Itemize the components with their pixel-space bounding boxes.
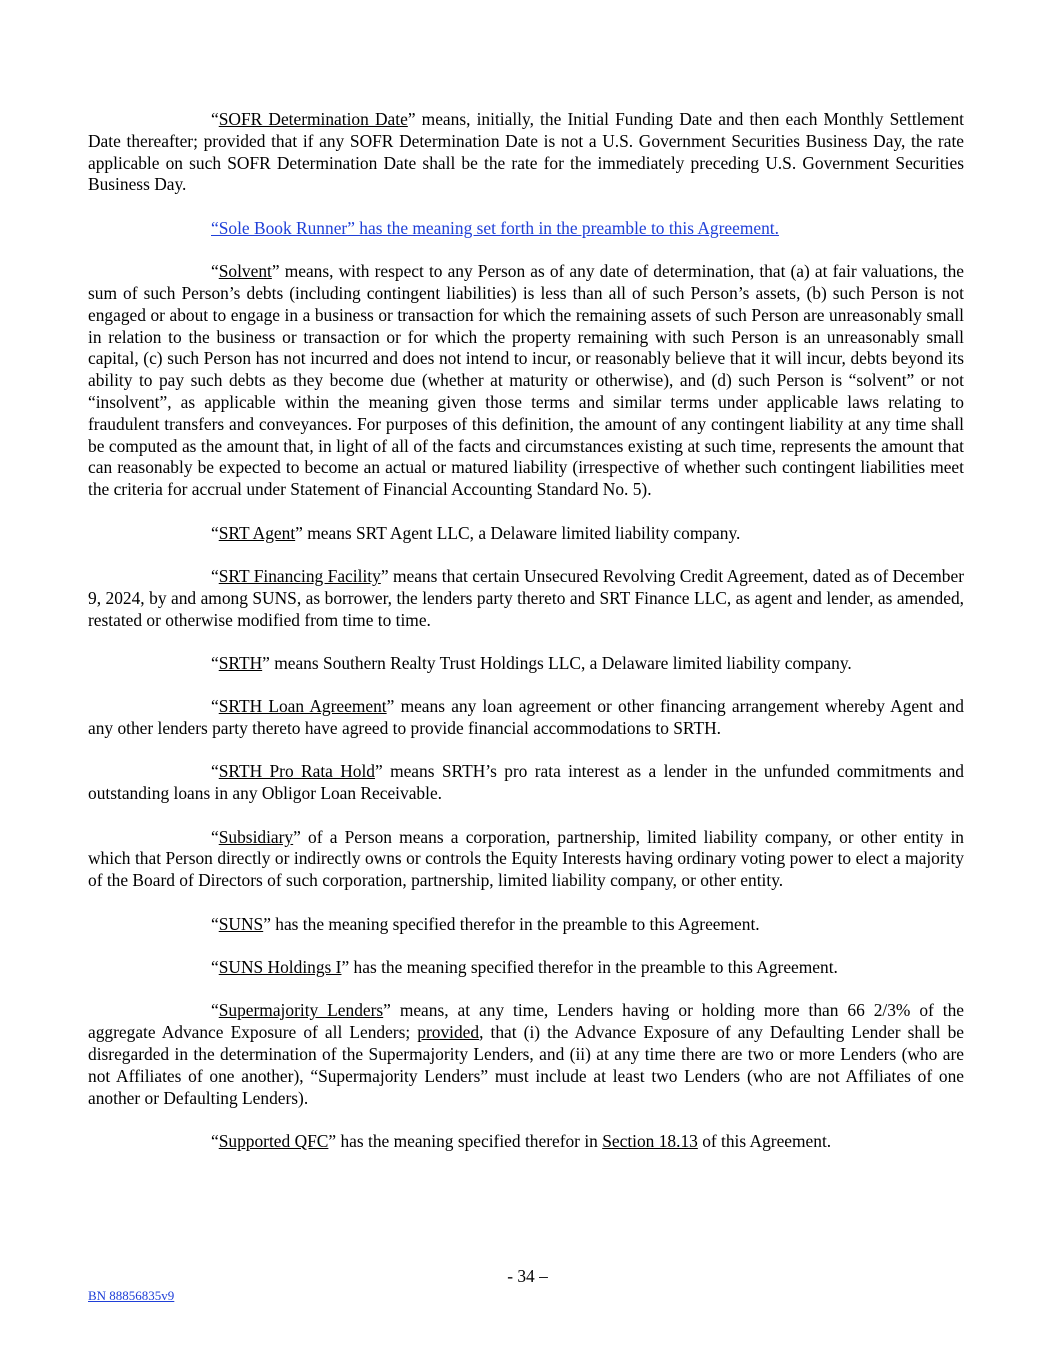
- definition-srt-agent: “SRT Agent” means SRT Agent LLC, a Delaware limited liability company.: [211, 522, 741, 543]
- definition-supermajority-lenders: “Supermajority Lenders” means, at any time, Lenders having or holding more than 66 2/3% of the aggregate Advance Exposure of all Lenders; provided, that (i) the Advance Exposure of any Defaulting Lender shall be disregarded in the determination of the Supermajority Lenders, and (ii) at any time there are two or more Lenders (who are not Affiliates of one another), “Supermajority Lenders” must include at least two Lenders (who are not Affiliates of one another or Defaulting Lenders).: [88, 1000, 964, 1108]
- inserted-text-link[interactable]: “Sole Book Runner” has the meaning set forth in the preamble to this Agreement.: [211, 217, 779, 238]
- defined-term: SRTH: [218, 652, 263, 673]
- defined-term: Supported QFC: [218, 1131, 329, 1152]
- definition-supported-qfc: “Supported QFC” has the meaning specified therefor in Section 18.13 of this Agreement.: [211, 1131, 832, 1152]
- defined-term: SUNS Holdings I: [218, 957, 342, 978]
- defined-term: SOFR Determination Date: [218, 109, 408, 129]
- document-id-link[interactable]: BN 88856835v9: [88, 1288, 175, 1303]
- definition-srth-pro-rata-hold: “SRTH Pro Rata Hold” means SRTH’s pro rata interest as a lender in the unfunded commitments and outstanding loans in any Obligor Loan Receivable.: [88, 761, 964, 804]
- defined-term: Subsidiary: [218, 826, 294, 847]
- definition-srt-financing-facility: “SRT Financing Facility” means that certain Unsecured Revolving Credit Agreement, dated as of December 9, 2024, by and among SUNS, as borrower, the lenders party thereto and SRT Finance LLC, as agent and lender, as amended, restated or otherwise modified from time to time.: [88, 565, 964, 630]
- page-number: - 34 –: [507, 1266, 548, 1286]
- defined-term: SRT Financing Facility: [218, 565, 381, 586]
- defined-term: Supermajority Lenders: [218, 1000, 384, 1021]
- document-body: [88, 109, 964, 1174]
- defined-term: SRTH Pro Rata Hold: [218, 761, 375, 782]
- definition-srth: “SRTH” means Southern Realty Trust Holdings LLC, a Delaware limited liability company.: [211, 652, 852, 673]
- defined-term: Solvent: [218, 261, 272, 282]
- section-reference: Section 18.13: [602, 1131, 698, 1152]
- definition-sofr-determination-date: “SOFR Determination Date” means, initially, the Initial Funding Date and then each Monthly Settlement Date thereafter; provided that if any SOFR Determination Date is not a U.S. Government Securities Business Day, the rate applicable on such SOFR Determination Date shall be the rate for the immediately preceding U.S. Government Securities Business Day.: [88, 109, 964, 195]
- defined-term: SUNS: [218, 913, 264, 934]
- definition-suns: “SUNS” has the meaning specified therefor in the preamble to this Agreement.: [211, 913, 760, 934]
- defined-term: SRTH Loan Agreement: [218, 696, 387, 717]
- underlined-proviso: provided: [417, 1022, 480, 1043]
- definition-solvent: “Solvent” means, with respect to any Person as of any date of determination, that (a) at fair valuations, the sum of such Person’s debts (including contingent liabilities) is less than all of such Person’s assets, (b) such Person is not engaged or about to engage in a business or transaction for which the remaining assets of such Person are unreasonably small in relation to the business or transaction or for which the property remaining with such Person is an unreasonably small capital, (c) such Person has not incurred and does not intend to incur, or reasonably believe that it will incur, debts beyond its ability to pay such debts as they become due (whether at maturity or otherwise), and (d) such Person is “solvent” or not “insolvent”, as applicable within the meaning given those terms and similar terms under applicable laws relating to fraudulent transfers and conveyances. For purposes of this definition, the amount of any contingent liability at any time shall be computed as the amount that, in light of all of the facts and circumstances existing at such time, represents the amount that can reasonably be expected to become an actual or matured liability (irrespective of whether such contingent liabilities meet the criteria for accrual under Statement of Financial Accounting Standard No. 5).: [88, 261, 964, 500]
- definition-subsidiary: “Subsidiary” of a Person means a corporation, partnership, limited liability company, or other entity in which that Person directly or indirectly owns or controls the Equity Interests having ordinary voting power to elect a majority of the Board of Directors of such corporation, partnership, limited liability company, or other entity.: [88, 826, 964, 891]
- definition-suns-holdings-i: “SUNS Holdings I” has the meaning specified therefor in the preamble to this Agreement.: [211, 957, 838, 978]
- defined-term: SRT Agent: [218, 522, 296, 543]
- definition-sole-book-runner: [88, 218, 964, 240]
- definition-srth-loan-agreement: “SRTH Loan Agreement” means any loan agreement or other financing arrangement whereby Agent and any other lenders party thereto have agreed to provide financial accommodations to SRTH.: [88, 696, 964, 739]
